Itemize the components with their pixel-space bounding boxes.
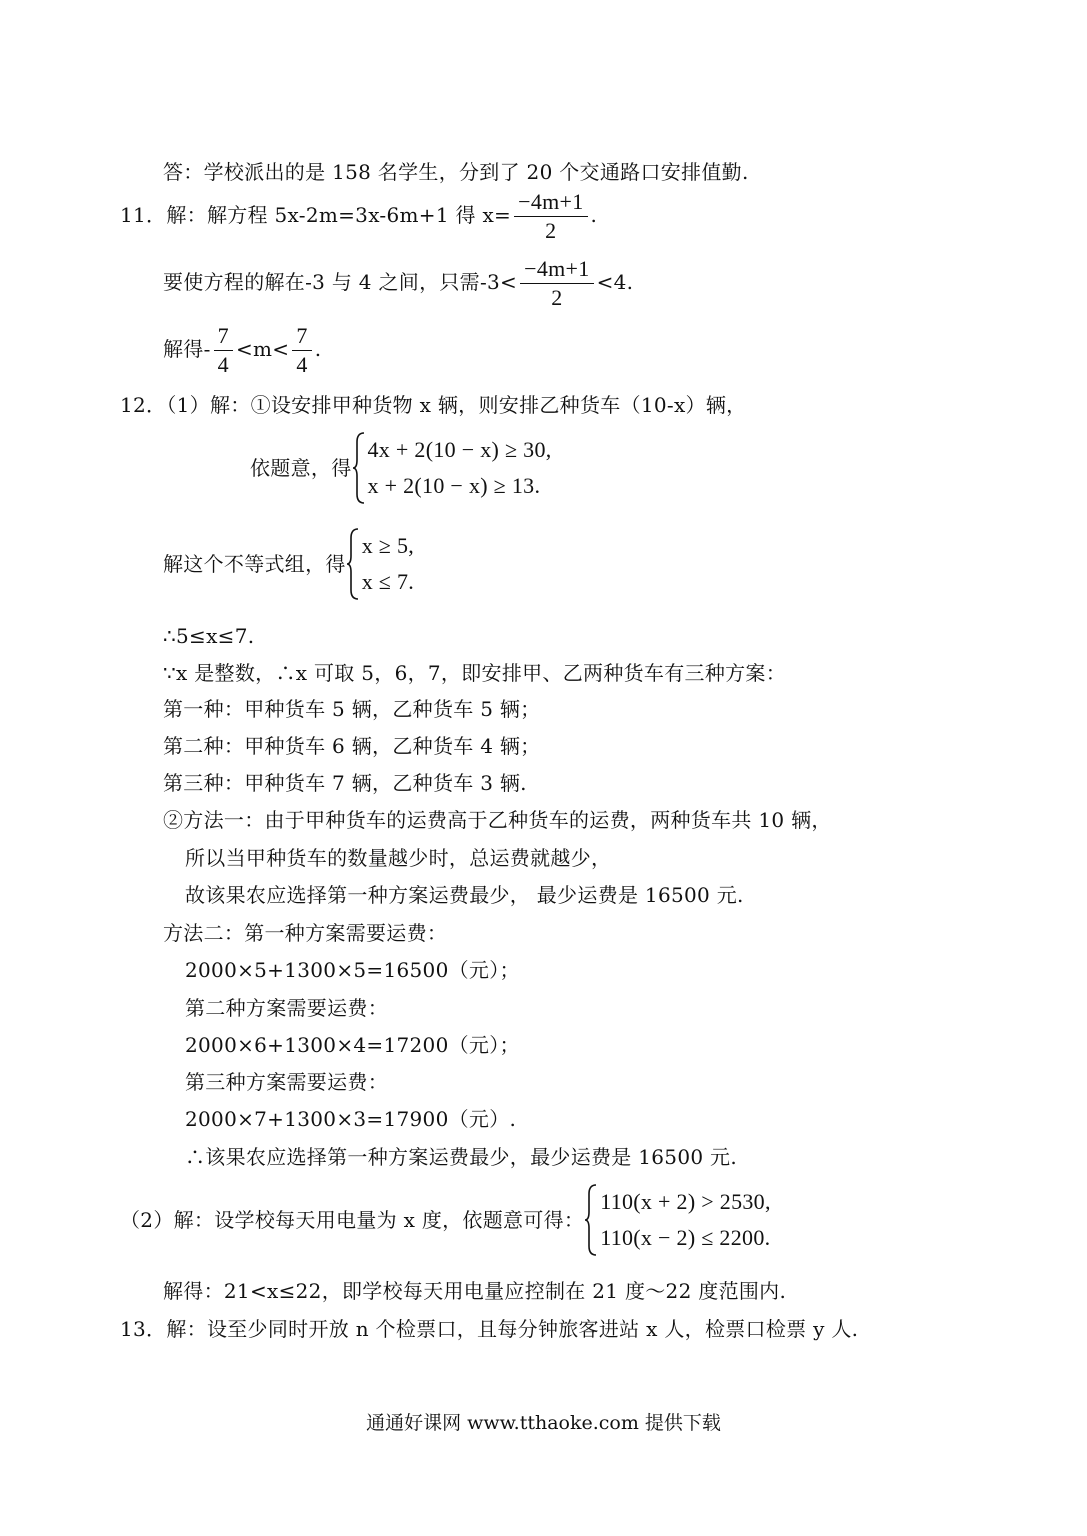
line-q12-part2: （2）解：设学校每天用电量为 x 度，依题意可得： 110(x + 2) > 2530, 110(x − 2) ≤ 2200. [120, 1184, 771, 1256]
line-range: ∴5≤x≤7. [163, 624, 255, 648]
line-method-1-conclusion: 故该果农应选择第一种方案运费最少， 最少运费是 16500 元. [185, 883, 744, 907]
inequality-system: x ≥ 5, x ≤ 7. [346, 528, 414, 600]
line-plan-2: 第二种：甲种货车 6 辆，乙种货车 4 辆； [163, 734, 541, 758]
line-q11-solve: 11．解：解方程 5x-2m=3x-6m+1 得 x= $\frac{-4m+1}{2}$ . [120, 189, 598, 243]
line-cost-3: 2000×7+1300×3=17900（元）. [185, 1107, 517, 1131]
line-q11-result: 解得- $\frac{7}{4}$ <m< $\frac{7}{4}$ . [163, 323, 322, 377]
line-method-1: ②方法一：由于甲种货车的运费高于乙种货车的运费，两种货车共 10 辆， [163, 808, 832, 832]
line-integer: ∵x 是整数，∴x 可取 5，6，7，即安排甲、乙两种货车有三种方案： [163, 661, 787, 685]
line-part2-result: 解得：21<x≤22，即学校每天用电量应控制在 21 度～22 度范围内. [163, 1279, 787, 1303]
line-cost-2: 2000×6+1300×4=17200（元）； [185, 1033, 520, 1057]
line-method-2: 方法二：第一种方案需要运费： [163, 921, 448, 945]
brace-icon [346, 528, 360, 600]
line-plan-2-cost-label: 第二种方案需要运费： [185, 996, 388, 1020]
line-q11-condition: 要使方程的解在-3 与 4 之间，只需-3< $\frac{-4m+1}{2}$ <4. [163, 256, 634, 310]
brace-icon [584, 1184, 598, 1256]
fraction: $\frac{-4m+1}{2}$ [520, 255, 593, 312]
line-q12-solution-system: 解这个不等式组，得 x ≥ 5, x ≤ 7. [163, 528, 414, 600]
line-cost-1: 2000×5+1300×5=16500（元）； [185, 958, 520, 982]
brace-icon [352, 432, 366, 504]
fraction: $\frac{7}{4}$ [214, 322, 233, 379]
line-plan-1: 第一种：甲种货车 5 辆，乙种货车 5 辆； [163, 697, 541, 721]
line-answer-10: 答：学校派出的是 158 名学生，分到了 20 个交通路口安排值勤. [163, 160, 749, 184]
fraction: $\frac{7}{4}$ [292, 322, 311, 379]
fraction: $\frac{-4m+1}{2}$ [514, 188, 587, 245]
line-q13-setup: 13．解：设至少同时开放 n 个检票口，且每分钟旅客进站 x 人，检票口检票 y 人. [120, 1317, 859, 1341]
page-footer: 通通好课网 www.tthaoke.com 提供下载 [366, 1412, 721, 1434]
inequality-system: 110(x + 2) > 2530, 110(x − 2) ≤ 2200. [584, 1184, 771, 1256]
line-plan-3-cost-label: 第三种方案需要运费： [185, 1070, 388, 1094]
line-q12-system: 依题意，得 4x + 2(10 − x) ≥ 30, x + 2(10 − x) ≥ 13. [250, 432, 552, 504]
line-q12-setup: 12．（1）解：①设安排甲种货物 x 辆，则安排乙种货车（10-x）辆， [120, 393, 747, 417]
line-plan-3: 第三种：甲种货车 7 辆，乙种货车 3 辆. [163, 771, 527, 795]
line-method-1-reason: 所以当甲种货车的数量越少时，总运费就越少， [185, 846, 612, 870]
line-final-conclusion: ∴该果农应选择第一种方案运费最少，最少运费是 16500 元. [185, 1145, 737, 1169]
inequality-system: 4x + 2(10 − x) ≥ 30, x + 2(10 − x) ≥ 13. [352, 432, 552, 504]
